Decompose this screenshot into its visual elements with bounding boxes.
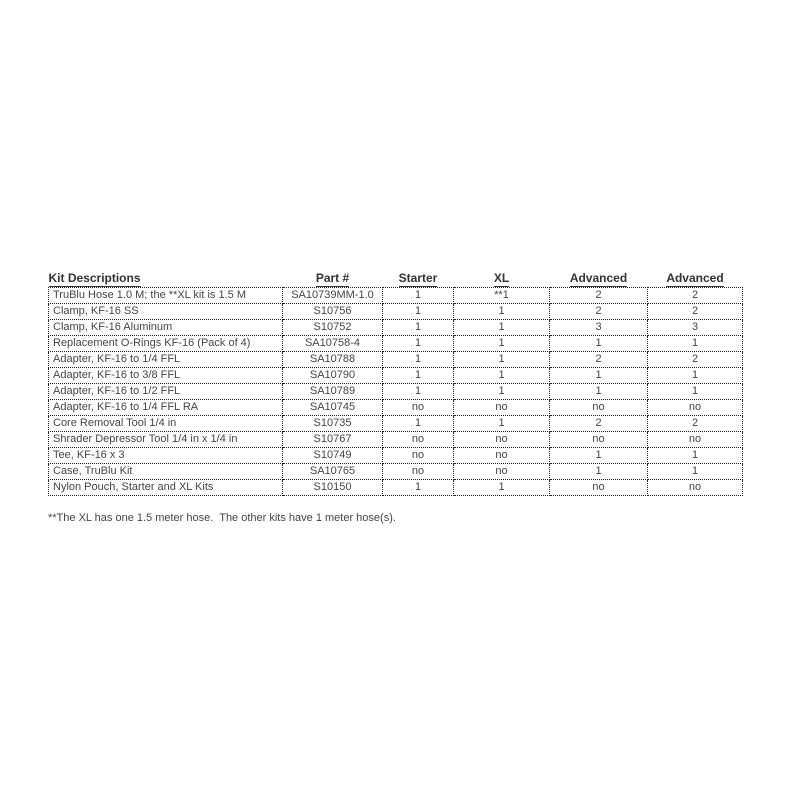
kit-contents-table — [48, 271, 743, 496]
xl-qty-cell: 1 — [454, 368, 550, 384]
starter-qty-cell: 1 — [383, 416, 454, 432]
kit-description-cell: Clamp, KF-16 Aluminum — [49, 320, 283, 336]
table-row — [49, 352, 743, 368]
starter-qty-cell: no — [383, 432, 454, 448]
col-header-advanced-2 — [648, 271, 743, 288]
col-header-kit-descriptions — [49, 271, 283, 288]
col-header-advanced-1 — [550, 271, 648, 288]
kit-description-cell: TruBlu Hose 1.0 M; the **XL kit is 1.5 M — [49, 288, 283, 304]
xl-qty-cell: 1 — [454, 480, 550, 496]
header-label: Part # — [315, 271, 350, 285]
starter-qty-cell: 1 — [383, 336, 454, 352]
starter-qty-cell: no — [383, 400, 454, 416]
advanced-qty-cell: 1 — [550, 384, 648, 400]
advanced-qty-cell-2: 2 — [648, 288, 743, 304]
table-row — [49, 288, 743, 304]
table-row — [49, 432, 743, 448]
xl-qty-cell: 1 — [454, 352, 550, 368]
table-row — [49, 448, 743, 464]
table-row — [49, 320, 743, 336]
xl-qty-cell: no — [454, 432, 550, 448]
xl-qty-cell: no — [454, 400, 550, 416]
table-row — [49, 416, 743, 432]
table-row — [49, 384, 743, 400]
kit-description-cell: Case, TruBlu Kit — [49, 464, 283, 480]
table-header — [49, 271, 743, 288]
starter-qty-cell: 1 — [383, 288, 454, 304]
advanced-qty-cell: 1 — [550, 336, 648, 352]
part-number-cell: SA10790 — [283, 368, 383, 384]
xl-qty-cell: 1 — [454, 320, 550, 336]
advanced-qty-cell-2: 1 — [648, 336, 743, 352]
header-label: Advanced — [569, 271, 628, 285]
xl-qty-cell: 1 — [454, 384, 550, 400]
part-number-cell: S10150 — [283, 480, 383, 496]
part-number-cell: S10756 — [283, 304, 383, 320]
kit-table-body — [49, 288, 743, 496]
kit-description-cell: Core Removal Tool 1/4 in — [49, 416, 283, 432]
part-number-cell: SA10789 — [283, 384, 383, 400]
advanced-qty-cell: 2 — [550, 288, 648, 304]
advanced-qty-cell: 1 — [550, 448, 648, 464]
starter-qty-cell: no — [383, 448, 454, 464]
advanced-qty-cell: 3 — [550, 320, 648, 336]
kit-description-cell: Adapter, KF-16 to 1/2 FFL — [49, 384, 283, 400]
kit-description-cell: Shrader Depressor Tool 1/4 in x 1/4 in — [49, 432, 283, 448]
advanced-qty-cell: 1 — [550, 464, 648, 480]
advanced-qty-cell-2: no — [648, 400, 743, 416]
table-header-row — [49, 271, 743, 288]
advanced-qty-cell: 2 — [550, 304, 648, 320]
advanced-qty-cell: 2 — [550, 416, 648, 432]
table-row — [49, 400, 743, 416]
xl-qty-cell: 1 — [454, 336, 550, 352]
part-number-cell: S10752 — [283, 320, 383, 336]
kit-description-cell: Adapter, KF-16 to 1/4 FFL — [49, 352, 283, 368]
table-row — [49, 304, 743, 320]
xl-qty-cell: 1 — [454, 416, 550, 432]
starter-qty-cell: 1 — [383, 304, 454, 320]
part-number-cell: S10735 — [283, 416, 383, 432]
header-label: Kit Descriptions — [48, 271, 141, 285]
advanced-qty-cell-2: 2 — [648, 304, 743, 320]
col-header-part-number — [283, 271, 383, 288]
advanced-qty-cell: no — [550, 400, 648, 416]
kit-description-cell: Clamp, KF-16 SS — [49, 304, 283, 320]
kit-description-cell: Nylon Pouch, Starter and XL Kits — [49, 480, 283, 496]
table-row — [49, 480, 743, 496]
advanced-qty-cell-2: 1 — [648, 448, 743, 464]
part-number-cell: SA10739MM-1.0 — [283, 288, 383, 304]
advanced-qty-cell-2: no — [648, 432, 743, 448]
advanced-qty-cell: 1 — [550, 368, 648, 384]
part-number-cell: SA10765 — [283, 464, 383, 480]
part-number-cell: S10749 — [283, 448, 383, 464]
col-header-xl — [454, 271, 550, 288]
kit-description-cell: Adapter, KF-16 to 1/4 FFL RA — [49, 400, 283, 416]
starter-qty-cell: 1 — [383, 352, 454, 368]
xl-hose-footnote: **The XL has one 1.5 meter hose. The other kits have 1 meter hose(s). — [48, 512, 396, 524]
col-header-starter — [383, 271, 454, 288]
advanced-qty-cell: no — [550, 432, 648, 448]
advanced-qty-cell-2: 2 — [648, 352, 743, 368]
advanced-qty-cell-2: 1 — [648, 464, 743, 480]
header-label: XL — [493, 271, 510, 285]
advanced-qty-cell: 2 — [550, 352, 648, 368]
starter-qty-cell: 1 — [383, 480, 454, 496]
xl-qty-cell: no — [454, 448, 550, 464]
advanced-qty-cell-2: no — [648, 480, 743, 496]
starter-qty-cell: 1 — [383, 320, 454, 336]
kit-description-cell: Replacement O-Rings KF-16 (Pack of 4) — [49, 336, 283, 352]
starter-qty-cell: no — [383, 464, 454, 480]
header-label: Starter — [398, 271, 438, 285]
xl-qty-cell: 1 — [454, 304, 550, 320]
kit-description-cell: Tee, KF-16 x 3 — [49, 448, 283, 464]
part-number-cell: S10767 — [283, 432, 383, 448]
starter-qty-cell: 1 — [383, 368, 454, 384]
advanced-qty-cell: no — [550, 480, 648, 496]
xl-qty-cell: **1 — [454, 288, 550, 304]
starter-qty-cell: 1 — [383, 384, 454, 400]
table-row — [49, 336, 743, 352]
advanced-qty-cell-2: 2 — [648, 416, 743, 432]
kit-description-cell: Adapter, KF-16 to 3/8 FFL — [49, 368, 283, 384]
part-number-cell: SA10745 — [283, 400, 383, 416]
xl-qty-cell: no — [454, 464, 550, 480]
advanced-qty-cell-2: 1 — [648, 384, 743, 400]
advanced-qty-cell-2: 1 — [648, 368, 743, 384]
table-row — [49, 464, 743, 480]
part-number-cell: SA10788 — [283, 352, 383, 368]
header-label: Advanced — [666, 271, 724, 285]
table-row — [49, 368, 743, 384]
advanced-qty-cell-2: 3 — [648, 320, 743, 336]
part-number-cell: SA10758-4 — [283, 336, 383, 352]
